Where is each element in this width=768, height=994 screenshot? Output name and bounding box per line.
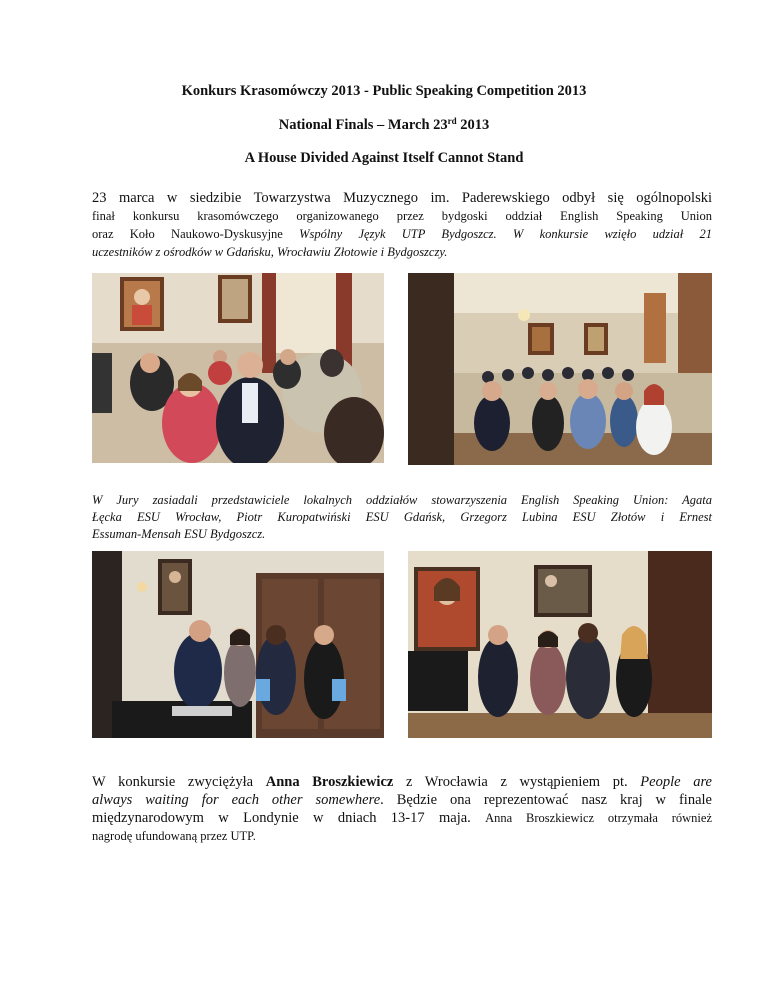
result-line: [92, 773, 712, 791]
subtitle-year: 2013: [456, 117, 490, 133]
intro-line-italic: Wspólny Język UTP Bydgoszcz. W konkursie wzięło udział 21: [299, 227, 712, 241]
result-paragraph: [92, 773, 712, 845]
photo-audience-front: [92, 273, 384, 463]
caption-line: Essuman-Mensah ESU Bydgoszcz.: [92, 527, 266, 541]
intro-line: finał konkursu krasomówczego organizowanego przez bydgoski oddział English Speaking Union: [92, 209, 712, 223]
caption-line: Łęcka ESU Wrocław, Piotr Kuropatwiński ESU Gdańsk, Grzegorz Lubina ESU Złotów i Ernest: [92, 510, 712, 524]
photo-hall-audience: [408, 273, 712, 465]
result-text: z Wrocławia z wystąpieniem pt.: [393, 774, 641, 790]
result-text: Anna Broszkiewicz otrzymała również: [485, 811, 712, 825]
document-subtitle-date: [0, 116, 768, 134]
jury-caption: [92, 492, 712, 543]
document-title: Konkurs Krasomówczy 2013 - Public Speaking Competition 2013: [181, 83, 587, 99]
motion-title: A House Divided Against Itself Cannot Stand: [244, 150, 524, 166]
speech-title: People are: [640, 774, 712, 790]
intro-line: 23 marca w siedzibie Towarzystwa Muzycznego im. Paderewskiego odbył się ogólnopolski: [92, 190, 712, 206]
result-text: . Będzie ona reprezentować nasz kraj w finale: [380, 792, 712, 808]
winner-name: Anna Broszkiewicz: [265, 774, 394, 790]
intro-line: [92, 243, 712, 261]
subtitle-main: National Finals – March 23: [278, 117, 448, 133]
result-text: W konkursie zwyciężyła: [92, 774, 266, 790]
result-line: [92, 791, 712, 809]
photo-winners-standing: [408, 551, 712, 738]
intro-line: [92, 225, 712, 243]
intro-paragraph: [92, 189, 712, 261]
photo-jury-standing: [92, 551, 384, 738]
speech-title: always waiting for each other somewhere: [92, 792, 381, 808]
result-line: nagrodę ufundowaną przez UTP.: [92, 829, 256, 843]
intro-line-text: oraz Koło Naukowo-Dyskusyjne: [92, 227, 300, 241]
caption-line: W Jury zasiadali przedstawiciele lokalnych oddziałów stowarzyszenia English Speaking Union: Agata: [92, 493, 712, 507]
result-text: międzynarodowym w Londynie w dniach 13-17 maja.: [92, 810, 486, 826]
intro-line-italic: uczestników z ośrodków w Gdańsku, Wrocławiu Złotowie i Bydgoszczy.: [92, 245, 448, 259]
result-line: [92, 809, 712, 827]
subtitle-ordinal: rd: [447, 116, 457, 126]
